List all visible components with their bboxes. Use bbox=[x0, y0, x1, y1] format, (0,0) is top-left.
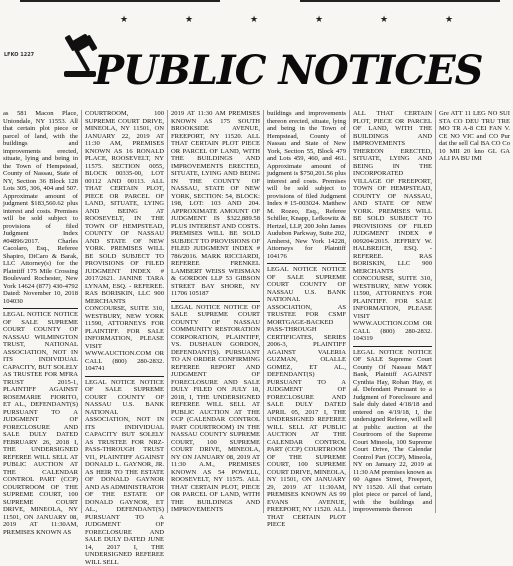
notice-text: as 581 Macon Place, Uniondale, NY 11553. All that certain plot piece or parcel of land, with the buildings and improvements erected, situate, lying and being in the Town of Hempstead, County of Nassau, State of NY, Section 36 Block 128 Lots 305, 306, 404 and 507. Approximate amount of judgment $183,560.62 plus interest and costs. Premises will be sold subject to provisions of filed Judgment Index #04896/2017. Charles Cacolaro, Esq., Referee Shapiro, DiCaro & Barak, LLC Attorney(s) for the Plaintiff 175 Mile Crossing Boulevard Rochester, New York 14624 (877) 430-4792 Dated: November 10, 2018 104030 bbox=[3, 110, 78, 305]
public-notices-header bbox=[0, 0, 513, 110]
stamp-code: LFKO 1227 bbox=[4, 52, 44, 58]
notice-divider bbox=[267, 263, 346, 264]
notice-text: buildings and improvements thereon erected, situate, lying and being in the Town of Hempstead, County of Nassau and State of New York, Section 55, Block 479 and Lots 459, 460, and 461. Approximate amount of judgment is $750,201.56 plus interest and costs. Premises will be sold subject to provisions of filed Judgment Index # 15-003024. Matthew M. Rozeo, Esq., Referee Schiller, Knapp, Lefkowitz & Hertzel, LLP, 200 John James Audubon Parkway, Suite 202, Amherst, New York 14228, Attorneys for Plaintiff 104176 bbox=[267, 110, 346, 260]
notice-text: 2019 AT 11:30 AM PREMISES KNOWN AS 175 SOUTH BROOKSIDE AVENUE, FREEPORT, NY 11520. ALL THAT CERTAIN PLOT PIECE OR PARCEL OF LAND, WITH THE BUILDINGS AND IMPROVEMENTS ERECTED, SITUATE, LYING AND BEING IN THE COUNTY OF NASSAU, STATE OF NEW YORK, SECTION: 54, BLOCK: 198, LOT: 103 AND 204. APPROXIMATE AMOUNT OF JUDGMENT IS $322,889.58 PLUS INTEREST AND COSTS. PREMISES WILL BE SOLD SUBJECT TO PROVISIONS OF FILED JUDGMENT INDEX # 786/2016. MARK RICCIARDI, REFEREE FRENKEL LAMBERT WEISS WEISMAN & GORDON LLP 53 GIBSON STREET BAY SHORE, NY 11706 105187 bbox=[171, 110, 260, 298]
notice-text: Gre ATT 11 LEG NO SUI STA CO DEU TRU TRE MO TR A-8 CEI FAN V. CE NO VIC and CO Pur dat the sell Cal BA CO Co 10 MII 20 kno GL GA ALI PA BU IMI bbox=[439, 110, 510, 163]
notice-text: LEGAL NOTICE NOTICE OF SALE Supreme Court County Of Nassau M&T Bank, Plaintiff AGAINST Cynthia Hay, Rohan Hay, et al. Defendant Pursuant to a Judgment of Foreclosure and Sale duly dated 4/18/18 and entered on 4/19/18, I, the undersigned Referee, will sell at public auction at the Courtroom of the Supreme Court Mineola, 100 Supreme Court Drive, The Calendar Control Part (CCP), Mineola, NY on January 22, 2019 at 11:30 AM premises known as 60 Agnes Street, Freeport, NY 11520. All that certain plot piece or parcel of land, with the buildings and improvements thereon bbox=[353, 349, 432, 514]
star-icon: ★ bbox=[250, 14, 258, 25]
page-title: PUBLIC NOTICES bbox=[94, 48, 482, 94]
notice-text: LEGAL NOTICE NOTICE OF SALE SUPREME COURT COUNTY OF NASSAU U.S. BANK NATIONAL ASSOCIATION, NOT IN ITS INDIVIDUAL CAPACITY BUT SOLELY AS TRUSTEE FOR NRZ-PASS-THROUGH TRUST VI1, PLAINTIFF AGAINST DONALD L. GAYNOR, JR. AS HEIR TO THE ESTATE OF DONALD GAYNOR AND AS ADMINISTRATOR OF THE ESTATE OF DONALD GAYNOR, ET AL., DEFENDANT(S) PURSUANT TO A JUDGMENT OF FORECLOSURE AND SALE DULY DATED JUNE 14, 2017 I, THE UNDERSIGNED REFEREE WILL SELL bbox=[85, 379, 164, 566]
column-4 bbox=[264, 110, 350, 513]
star-icon: ★ bbox=[380, 14, 388, 25]
notice-divider bbox=[353, 346, 432, 347]
notice-divider bbox=[3, 308, 78, 309]
masthead-rule bbox=[300, 0, 500, 2]
star-icon: ★ bbox=[315, 14, 323, 25]
notice-text: ALL THAT CERTAIN PLOT, PIECE OR PARCEL OF LAND, WITH THE BUILDINGS AND IMPROVEMENTS THEREON ERECTED, SITUATE, LYING AND BEING IN THE INCORPORATED VILLAGE OF FREEPORT, TOWN OF HEMPSTEAD, COUNTY OF NASSAU, AND STATE OF NEW YORK. PREMISES WILL BE SOLD SUBJECT TO PROVISIONS OF FILED JUDGMENT INDEX # 009204/2015. JEFFREY W. HALBREICH, ESQ. - REFEREE. RAS BORISKIN, LLC 900 MERCHANTS CONCOURSE, SUITE 310, WESTBURY, NEW YORK 11590, ATTORNEYS FOR PLAINTIFF. FOR SALE INFORMATION, PLEASE VISIT WWW.AUCTION.COM OR CALL (800) 280-2832. 104319 bbox=[353, 110, 432, 343]
notice-text: COURTROOM, 100 SUPREME COURT DRIVE, MINEOLA, NY 11501, ON JANUARY 22, 2019 AT 11:30 AM, PREMISES KNOWN AS 16 RONALD PLACE, ROOSEVELT, NY 11575. SECTION 0055, BLOCK 00335-00, LOT 00112 AND 00113. ALL THAT CERTAIN PLOT, PIECE OR PARCEL OF LAND, SITUATE, LYING AND BEING AT ROOSEVELT, IN THE TOWN OF HEMPSTEAD, COUNTY OF NASSAU AND STATE OF NEW YORK. PREMISES WILL BE SOLD SUBJECT TO PROVISIONS OF FILED JUDGMENT INDEX # 2017/2621. JANINE TARA LYNAM, ESQ. - REFEREE. RAS BORISKIN, LLC 900 MERCHANTS CONCOURSE, SUITE 310, WESTBURY, NEW YORK 11590, ATTORNEYS FOR PLAINTIFF. FOR SALE INFORMATION, PLEASE VISIT WWW.AUCTION.COM OR CALL (800) 280-2832. 104741 bbox=[85, 110, 164, 373]
notice-text: LEGAL NOTICE NOTICE OF SALE SUPREME COURT COUNTY OF NASSAU WILMINGTON TRUST, NATIONAL ASSOCIATION, NOT IN ITS INDIVIDUAL CAPACITY, BUT SOLELY AS TRUSTEE FOR MFRA TRUST 2015-1, PLAINTIFF AGAINST ROSEMARIE FIORITO, ET AL., DEFENDANT(S) PURSUANT TO A JUDGMENT OF FORECLOSURE AND SALE DULY DATED FEBRUARY 26, 2018 I, THE UNDERSIGNED REFEREE WILL SELL AT PUBLIC AUCTION AT THE CALENDAR CONTROL PART (CCP) COURTROOM OF THE SUPREME COURT, 100 SUPREME COURT DRIVE, MINEOLA, NY 11501, ON JANUARY 08, 2019 AT 11:30AM, PREMISES KNOWN AS bbox=[3, 311, 78, 536]
notice-text: LEGAL NOTICE NOTICE OF SALE SUPREME COURT COUNTY OF NASSAU U.S. BANK NATIONAL ASSOCIATION, AS TRUSTEE FOR CSMF MORTGAGE-BACKED PASS-THROUGH CERTIFICATES, SERIES 2006-3, PLAINTIFF AGAINST VALERIA GUZMAN, OLALLE GOMEZ, ET AL., DEFENDANT(S) PURSUANT TO A JUDGMENT OF FORECLOSURE AND SALE DULY DATED APRIL 05, 2017 I, THE UNDERSIGNED REFEREE WILL SELL AT PUBLIC AUCTION AT THE CALENDAR CONTROL PART (CCP) COURTROOM OF THE SUPREME COURT, 100 SUPREME COURT DRIVE, MINEOLA, NY 11501, ON JANUARY 29, 2019 AT 11:30AM, PREMISES KNOWN AS 99 EVANS AVENUE, FREEPORT, NY 11520. ALL THAT CERTAIN PLOT PIECE bbox=[267, 266, 346, 529]
column-1 bbox=[0, 110, 82, 513]
column-5 bbox=[350, 110, 436, 513]
star-icon: ★ bbox=[185, 14, 193, 25]
notice-text: LEGAL NOTICE NOTICE OF SALE SUPREME COURT COUNTY OF NASSAU COMMUNITY RESTORATION CORPORATION, PLAINTIFF, VS. DUSHAUN GORDON, DEFENDANT(S). PURSUANT TO AN ORDER CONFIRMING REFEREE REPORT AND JUDGMENT OF FORECLOSURE AND SALE DULY FILED ON JULY 18, 2018, I, THE UNDERSIGNED REFEREE WILL SELL AT PUBLIC AUCTION AT THE CCP (CALENDAR CONTROL PART COURTROOM) IN THE NASSAU COUNTY SUPREME COURT, 100 SUPREME COURT DRIVE, MINEOLA, NY ON JANUARY 08, 2019 AT 11:30 A.M., PREMISES KNOWN AS 54 POWELL, ROOSEVELT, NY 11575. ALL THAT CERTAIN PLOT, PIECE OR PARCEL OF LAND, WITH THE BUILDINGS AND IMPROVEMENTS bbox=[171, 304, 260, 514]
column-2 bbox=[82, 110, 168, 513]
column-3 bbox=[168, 110, 264, 513]
column-6 bbox=[436, 110, 513, 513]
notices-columns bbox=[0, 110, 513, 513]
masthead-rule bbox=[20, 0, 220, 2]
notice-divider bbox=[171, 301, 260, 302]
notice-divider bbox=[85, 376, 164, 377]
star-icon: ★ bbox=[120, 14, 128, 25]
star-icon: ★ bbox=[445, 14, 453, 25]
